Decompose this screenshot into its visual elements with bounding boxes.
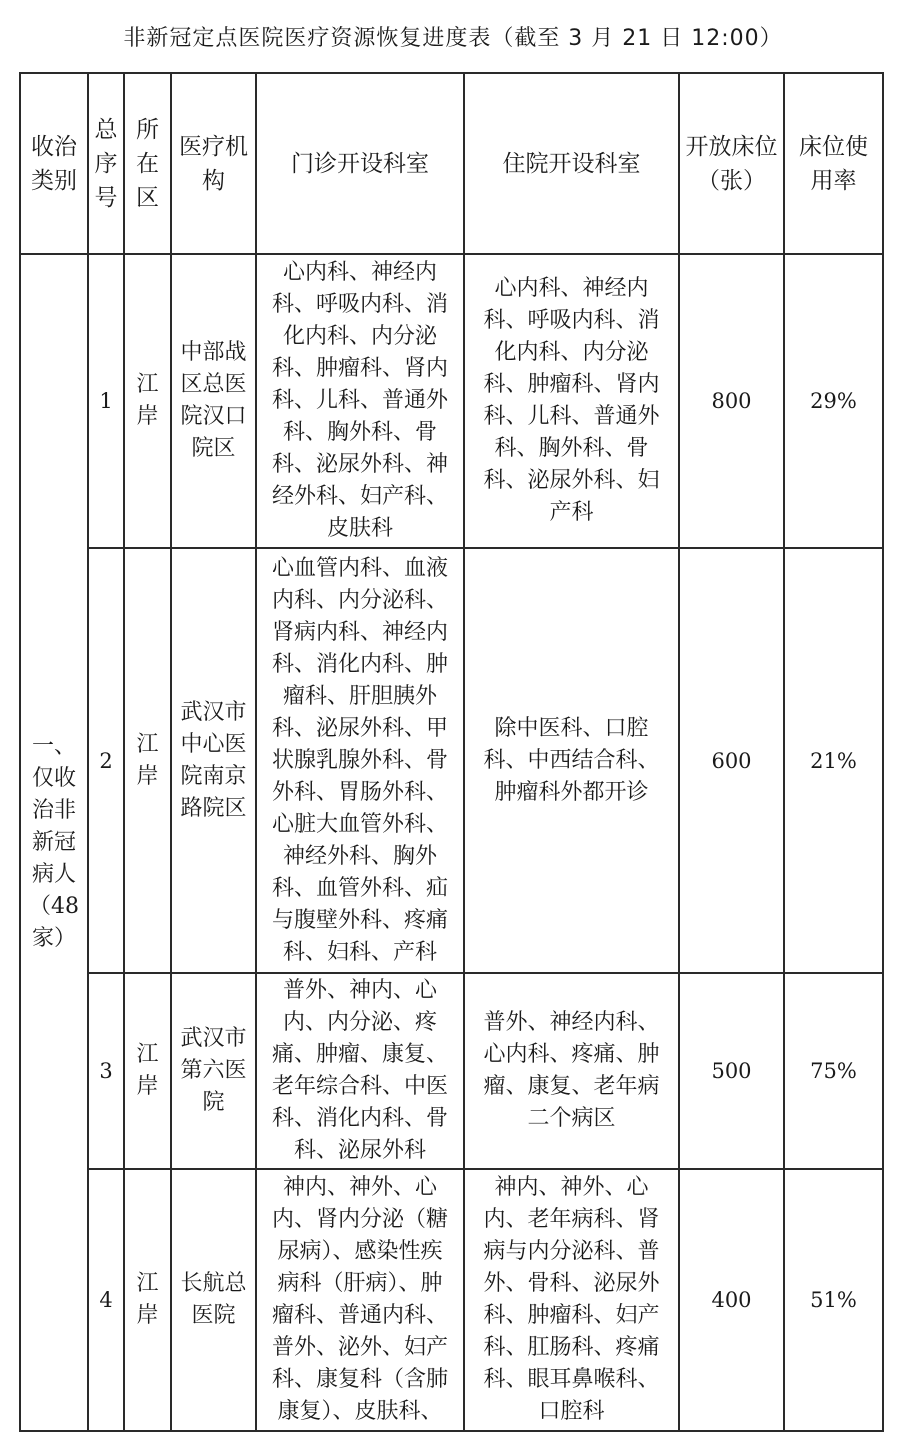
header-beds: 开放床位 （张） [679, 73, 784, 254]
table-row [20, 548, 883, 973]
beds-cell: 800 [679, 254, 784, 548]
header-outpatient: 门诊开设科室 [256, 73, 464, 254]
seq-cell: 1 [88, 254, 124, 548]
header-usage: 床位使 用率 [784, 73, 883, 254]
inpatient-cell: 心内科、神经内 科、呼吸内科、消 化内科、内分泌 科、肿瘤科、肾内 科、儿科、普通外 科、胸外科、骨 科、泌尿外科、妇 产科 [464, 254, 679, 548]
table-row [20, 973, 883, 1169]
inpatient-cell: 神内、神外、心 内、老年病科、肾 病与内分泌科、普 外、骨科、泌尿外 科、肿瘤科、妇产 科、肛肠科、疼痛 科、眼耳鼻喉科、 口腔科 [464, 1169, 679, 1431]
header-inpatient: 住院开设科室 [464, 73, 679, 254]
outpatient-cell: 心内科、神经内 科、呼吸内科、消 化内科、内分泌 科、肿瘤科、肾内 科、儿科、普通外 科、胸外科、骨 科、泌尿外科、神 经外科、妇产科、 皮肤科 [256, 254, 464, 548]
table-row [20, 254, 883, 548]
usage-cell: 29% [784, 254, 883, 548]
beds-cell: 500 [679, 973, 784, 1169]
institution-cell: 长航总 医院 [171, 1169, 256, 1431]
header-seq: 总 序 号 [88, 73, 124, 254]
outpatient-cell: 心血管内科、血液 内科、内分泌科、 肾病内科、神经内 科、消化内科、肿 瘤科、肝胆胰外 科、泌尿外科、甲 状腺乳腺外科、骨 外科、胃肠外科、 心脏大血管外科、 神经外科、胸外 科、血管外科、疝 与腹壁外科、疼痛 科、妇科、产科 [256, 548, 464, 973]
district-cell: 江 岸 [124, 254, 171, 548]
usage-cell: 75% [784, 973, 883, 1169]
district-cell: 江 岸 [124, 973, 171, 1169]
seq-cell: 4 [88, 1169, 124, 1431]
header-district: 所 在 区 [124, 73, 171, 254]
institution-cell: 武汉市 中心医 院南京 路院区 [171, 548, 256, 973]
header-row [20, 73, 883, 254]
usage-cell: 51% [784, 1169, 883, 1431]
beds-cell: 400 [679, 1169, 784, 1431]
outpatient-cell: 神内、神外、心 内、肾内分泌（糖 尿病）、感染性疾 病科（肝病）、肿 瘤科、普通内科、 普外、泌外、妇产 科、康复科（含肺 康复）、皮肤科、 [256, 1169, 464, 1431]
seq-cell: 3 [88, 973, 124, 1169]
inpatient-cell: 除中医科、口腔 科、中西结合科、 肿瘤科外都开诊 [464, 548, 679, 973]
table-row [20, 1169, 883, 1431]
header-institution: 医疗机 构 [171, 73, 256, 254]
resource-table [19, 72, 884, 1432]
inpatient-cell: 普外、神经内科、 心内科、疼痛、肿 瘤、康复、老年病 二个病区 [464, 973, 679, 1169]
district-cell: 江 岸 [124, 548, 171, 973]
institution-cell: 中部战 区总医 院汉口 院区 [171, 254, 256, 548]
district-cell: 江 岸 [124, 1169, 171, 1431]
category-cell: 一、 仅收 治非 新冠 病人 （48 家） [20, 254, 88, 1431]
page-title: 非新冠定点医院医疗资源恢复进度表（截至 3 月 21 日 12:00） [123, 26, 783, 51]
header-category: 收治 类别 [20, 73, 88, 254]
seq-cell: 2 [88, 548, 124, 973]
outpatient-cell: 普外、神内、心 内、内分泌、疼 痛、肿瘤、康复、 老年综合科、中医 科、消化内科、骨 科、泌尿外科 [256, 973, 464, 1169]
beds-cell: 600 [679, 548, 784, 973]
usage-cell: 21% [784, 548, 883, 973]
institution-cell: 武汉市 第六医 院 [171, 973, 256, 1169]
